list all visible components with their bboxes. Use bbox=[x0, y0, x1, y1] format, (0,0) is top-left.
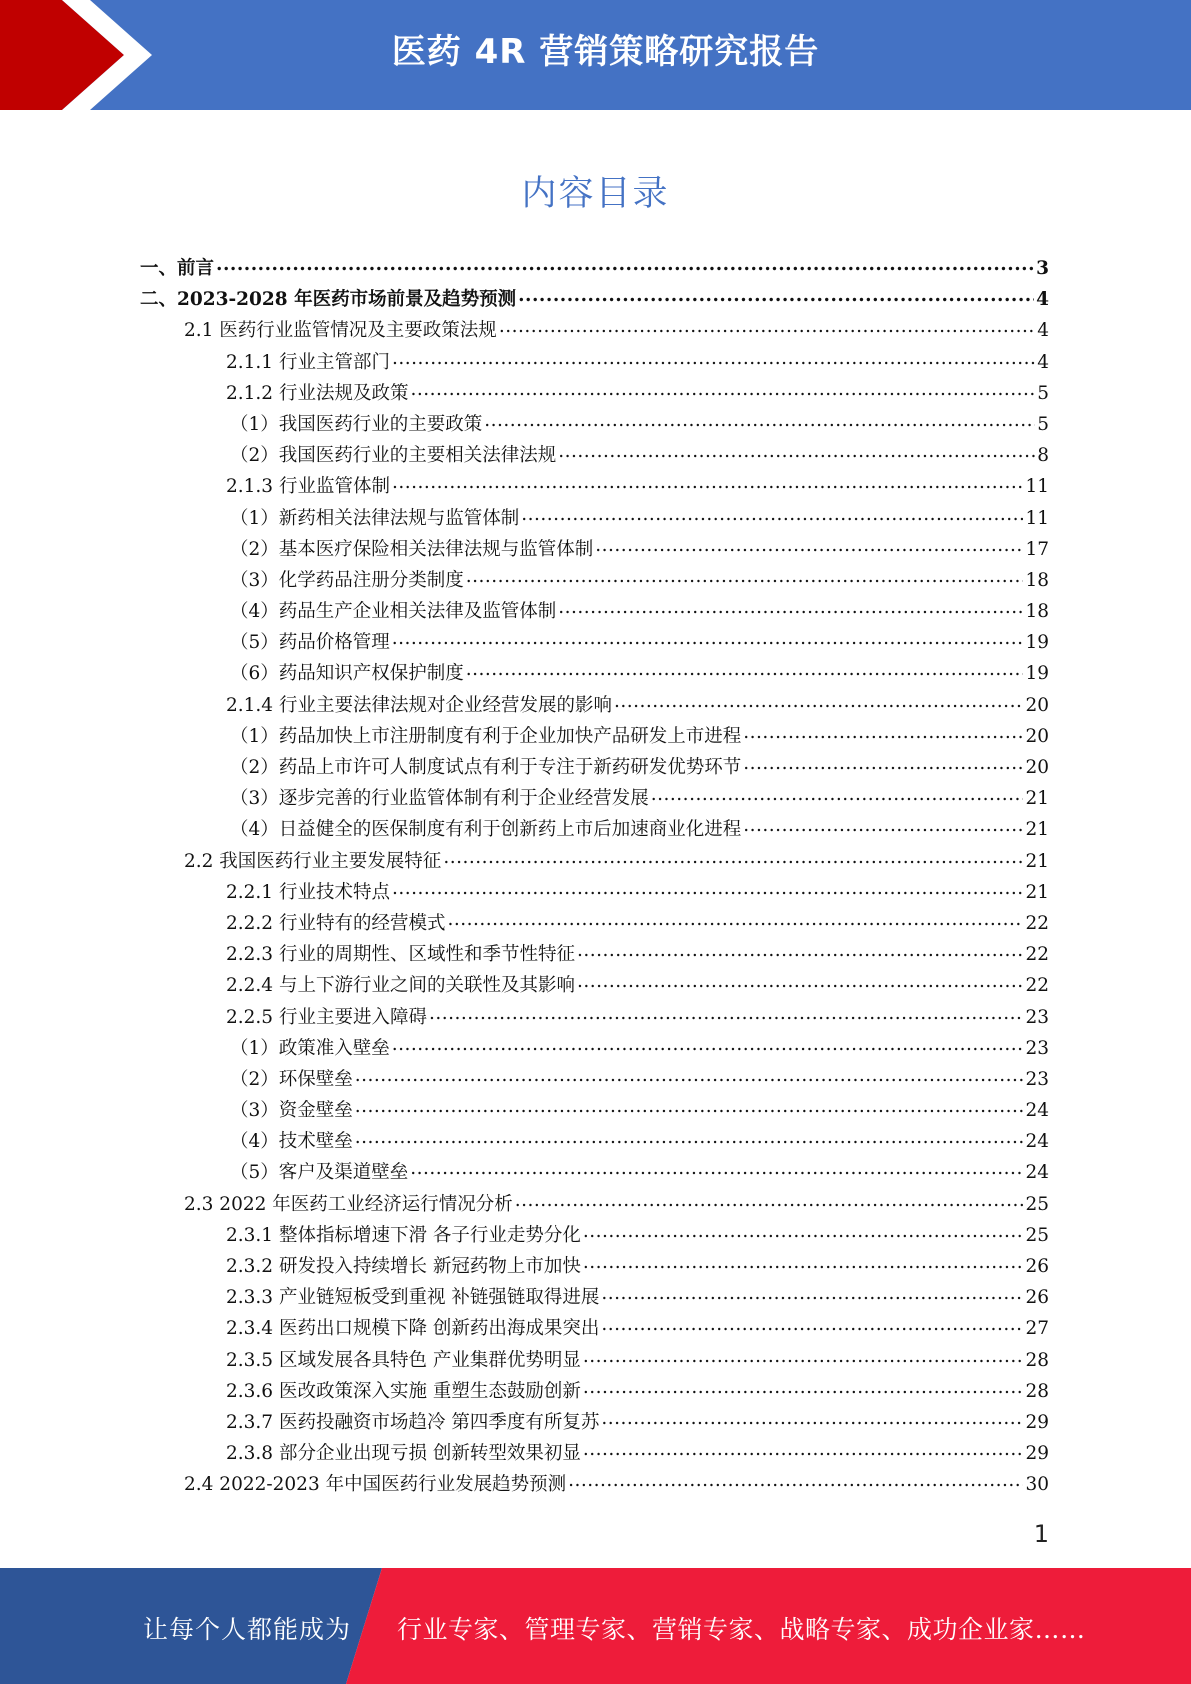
toc-dot-leader bbox=[447, 910, 1023, 929]
toc-entry-title: （5）药品价格管理 bbox=[230, 632, 390, 654]
toc-entry[interactable] bbox=[140, 534, 1049, 565]
toc-entry-title: 二、2023-2028 年医药市场前景及趋势预测 bbox=[140, 289, 517, 311]
toc-entry-title: 2.3.4 医药出口规模下降 创新药出海成果突出 bbox=[226, 1318, 600, 1340]
toc-entry[interactable] bbox=[140, 783, 1049, 814]
toc-entry-page: 8 bbox=[1037, 445, 1049, 467]
toc-entry-page: 21 bbox=[1025, 881, 1049, 903]
toc-entry[interactable] bbox=[140, 471, 1049, 502]
toc-dot-leader bbox=[410, 380, 1035, 399]
toc-entry-page: 28 bbox=[1025, 1349, 1049, 1371]
toc-entry[interactable] bbox=[140, 908, 1049, 939]
toc-entry[interactable] bbox=[140, 721, 1049, 752]
toc-entry-title: 2.3.1 整体指标增速下滑 各子行业走势分化 bbox=[226, 1224, 581, 1246]
toc-entry[interactable] bbox=[140, 596, 1049, 627]
toc-entry[interactable] bbox=[140, 409, 1049, 440]
toc-entry[interactable] bbox=[140, 1407, 1049, 1438]
table-of-contents bbox=[140, 253, 1049, 1501]
toc-dot-leader bbox=[355, 1098, 1024, 1117]
toc-entry[interactable] bbox=[140, 378, 1049, 409]
toc-entry-title: 2.2.2 行业特有的经营模式 bbox=[226, 912, 446, 934]
toc-dot-leader bbox=[518, 287, 1034, 306]
toc-entry-title: （2）我国医药行业的主要相关法律法规 bbox=[230, 445, 557, 467]
toc-entry[interactable] bbox=[140, 1002, 1049, 1033]
toc-dot-leader bbox=[595, 536, 1023, 555]
toc-entry-page: 29 bbox=[1025, 1411, 1049, 1433]
toc-dot-leader bbox=[355, 1066, 1024, 1085]
toc-entry[interactable] bbox=[140, 1033, 1049, 1064]
toc-entry-title: 2.3 2022 年医药工业经济运行情况分析 bbox=[184, 1193, 513, 1215]
toc-entry-title: 2.1.2 行业法规及政策 bbox=[226, 382, 409, 404]
toc-dot-leader bbox=[577, 942, 1023, 961]
toc-entry-page: 28 bbox=[1025, 1380, 1049, 1402]
toc-entry[interactable] bbox=[140, 877, 1049, 908]
toc-entry-page: 22 bbox=[1025, 944, 1049, 966]
toc-entry[interactable] bbox=[140, 939, 1049, 970]
toc-entry-page: 24 bbox=[1025, 1162, 1049, 1184]
toc-entry-page: 24 bbox=[1025, 1131, 1049, 1153]
toc-dot-leader bbox=[499, 318, 1035, 337]
toc-dot-leader bbox=[568, 1472, 1023, 1491]
toc-entry-title: （2）环保壁垒 bbox=[230, 1068, 353, 1090]
toc-entry[interactable] bbox=[140, 1220, 1049, 1251]
toc-entry-title: （1）药品加快上市注册制度有利于企业加快产品研发上市进程 bbox=[230, 725, 742, 747]
toc-entry-title: 2.4 2022-2023 年中国医药行业发展趋势预测 bbox=[184, 1474, 567, 1496]
toc-entry[interactable] bbox=[140, 1251, 1049, 1282]
toc-entry-title: 2.2.1 行业技术特点 bbox=[226, 881, 390, 903]
toc-entry-page: 21 bbox=[1025, 819, 1049, 841]
toc-entry-page: 18 bbox=[1025, 601, 1049, 623]
footer-slogan-left: 让每个人都能成为 bbox=[143, 1615, 352, 1644]
toc-entry-page: 11 bbox=[1025, 507, 1049, 529]
toc-entry[interactable] bbox=[140, 690, 1049, 721]
toc-entry-page: 23 bbox=[1025, 1068, 1049, 1090]
toc-entry-page: 21 bbox=[1025, 788, 1049, 810]
toc-entry-page: 20 bbox=[1025, 694, 1049, 716]
toc-entry[interactable] bbox=[140, 440, 1049, 471]
toc-entry-title: （3）资金壁垒 bbox=[230, 1100, 353, 1122]
toc-entry[interactable] bbox=[140, 565, 1049, 596]
header-banner bbox=[0, 0, 1191, 110]
toc-entry[interactable] bbox=[140, 1064, 1049, 1095]
toc-entry-page: 27 bbox=[1025, 1318, 1049, 1340]
toc-dot-leader bbox=[216, 256, 1034, 275]
toc-dot-leader bbox=[392, 879, 1023, 898]
toc-entry-title: 2.1 医药行业监管情况及主要政策法规 bbox=[184, 320, 497, 342]
toc-dot-leader bbox=[466, 567, 1024, 586]
toc-entry[interactable] bbox=[140, 1469, 1049, 1500]
toc-entry-title: （4）日益健全的医保制度有利于创新药上市后加速商业化进程 bbox=[230, 819, 742, 841]
toc-entry-title: （4）药品生产企业相关法律及监管体制 bbox=[230, 601, 557, 623]
toc-dot-leader bbox=[743, 723, 1023, 742]
toc-entry-page: 17 bbox=[1025, 538, 1049, 560]
toc-entry-page: 11 bbox=[1025, 476, 1049, 498]
footer-slogan-right: 行业专家、管理专家、营销专家、战略专家、成功企业家…… bbox=[397, 1615, 1086, 1644]
footer-banner bbox=[0, 1568, 1191, 1684]
toc-entry-title: （3）化学药品注册分类制度 bbox=[230, 569, 464, 591]
toc-dot-leader bbox=[443, 848, 1023, 867]
toc-dot-leader bbox=[601, 1285, 1023, 1304]
toc-entry-page: 5 bbox=[1037, 413, 1049, 435]
toc-entry[interactable] bbox=[140, 970, 1049, 1001]
toc-entry-title: 2.3.8 部分企业出现亏损 创新转型效果初显 bbox=[226, 1443, 581, 1465]
toc-entry-page: 23 bbox=[1025, 1037, 1049, 1059]
toc-dot-leader bbox=[577, 973, 1023, 992]
toc-entry[interactable] bbox=[140, 1313, 1049, 1344]
toc-entry-page: 22 bbox=[1025, 912, 1049, 934]
toc-dot-leader bbox=[583, 1441, 1024, 1460]
report-title: 医药 4R 营销策略研究报告 bbox=[391, 32, 820, 72]
toc-entry-title: 2.1.4 行业主要法律法规对企业经营发展的影响 bbox=[226, 694, 612, 716]
toc-entry-page: 24 bbox=[1025, 1100, 1049, 1122]
toc-entry-title: 2.3.2 研发投入持续增长 新冠药物上市加快 bbox=[226, 1256, 581, 1277]
toc-entry-title: 2.2.5 行业主要进入障碍 bbox=[226, 1006, 427, 1028]
toc-entry-page: 4 bbox=[1037, 320, 1049, 342]
toc-entry-title: 2.3.3 产业链短板受到重视 补链强链取得进展 bbox=[226, 1287, 600, 1309]
toc-dot-leader bbox=[429, 1004, 1023, 1023]
toc-entry-title: （1）政策准入壁垒 bbox=[230, 1037, 390, 1059]
toc-dot-leader bbox=[614, 692, 1023, 711]
toc-entry[interactable] bbox=[140, 752, 1049, 783]
toc-entry[interactable] bbox=[140, 1438, 1049, 1469]
toc-dot-leader bbox=[601, 1316, 1023, 1335]
toc-entry[interactable] bbox=[140, 1157, 1049, 1188]
toc-entry-title: 2.3.7 医药投融资市场趋冷 第四季度有所复苏 bbox=[226, 1411, 600, 1433]
toc-dot-leader bbox=[558, 443, 1035, 462]
toc-entry[interactable] bbox=[140, 1095, 1049, 1126]
toc-entry-title: （2）基本医疗保险相关法律法规与监管体制 bbox=[230, 538, 594, 560]
toc-entry-page: 23 bbox=[1025, 1006, 1049, 1028]
toc-dot-leader bbox=[601, 1409, 1023, 1428]
toc-entry-title: （1）我国医药行业的主要政策 bbox=[230, 413, 483, 435]
toc-entry-title: （2）药品上市许可人制度试点有利于专注于新药研发优势环节 bbox=[230, 757, 742, 778]
toc-entry-page: 30 bbox=[1025, 1474, 1049, 1496]
toc-entry[interactable] bbox=[140, 1345, 1049, 1376]
toc-entry-title: 2.2 我国医药行业主要发展特征 bbox=[184, 850, 442, 872]
toc-entry-title: （1）新药相关法律法规与监管体制 bbox=[230, 507, 520, 529]
toc-dot-leader bbox=[558, 599, 1023, 618]
toc-entry[interactable] bbox=[140, 846, 1049, 877]
toc-entry-title: （6）药品知识产权保护制度 bbox=[230, 663, 464, 685]
toc-entry-page: 3 bbox=[1036, 258, 1049, 279]
toc-entry-page: 20 bbox=[1025, 757, 1049, 778]
toc-entry-title: （5）客户及渠道壁垒 bbox=[230, 1162, 409, 1184]
toc-entry-title: 2.2.3 行业的周期性、区域性和季节性特征 bbox=[226, 944, 575, 966]
toc-entry[interactable] bbox=[140, 1282, 1049, 1313]
toc-dot-leader bbox=[583, 1254, 1024, 1273]
toc-entry-page: 26 bbox=[1025, 1256, 1049, 1277]
toc-entry-page: 20 bbox=[1025, 725, 1049, 747]
toc-entry[interactable] bbox=[140, 315, 1049, 346]
toc-entry[interactable] bbox=[140, 347, 1049, 378]
toc-entry[interactable] bbox=[140, 658, 1049, 689]
page-number: 1 bbox=[1033, 1520, 1049, 1548]
toc-dot-leader bbox=[355, 1129, 1024, 1148]
toc-entry[interactable] bbox=[140, 1126, 1049, 1157]
toc-dot-leader bbox=[392, 474, 1023, 493]
toc-dot-leader bbox=[392, 630, 1024, 649]
toc-dot-leader bbox=[515, 1191, 1024, 1210]
toc-entry-page: 19 bbox=[1025, 663, 1049, 685]
toc-entry-page: 4 bbox=[1036, 289, 1049, 311]
toc-dot-leader bbox=[392, 349, 1035, 368]
toc-dot-leader bbox=[583, 1222, 1024, 1241]
toc-dot-leader bbox=[466, 661, 1024, 680]
toc-dot-leader bbox=[743, 755, 1023, 774]
toc-entry-page: 21 bbox=[1025, 850, 1049, 872]
toc-entry-title: 2.1.1 行业主管部门 bbox=[226, 351, 390, 373]
toc-entry[interactable] bbox=[140, 814, 1049, 845]
toc-entry[interactable] bbox=[140, 253, 1049, 284]
toc-dot-leader bbox=[743, 817, 1023, 836]
toc-dot-leader bbox=[410, 1160, 1023, 1179]
toc-entry-page: 5 bbox=[1037, 382, 1049, 404]
toc-entry-title: 2.2.4 与上下游行业之间的关联性及其影响 bbox=[226, 975, 575, 997]
toc-entry-title: 2.3.5 区域发展各具特色 产业集群优势明显 bbox=[226, 1349, 581, 1371]
toc-entry-page: 4 bbox=[1037, 351, 1049, 373]
toc-entry-page: 22 bbox=[1025, 975, 1049, 997]
toc-entry-page: 18 bbox=[1025, 569, 1049, 591]
toc-entry-title: 2.3.6 医改政策深入实施 重塑生态鼓励创新 bbox=[226, 1380, 581, 1402]
toc-entry-title: （4）技术壁垒 bbox=[230, 1131, 353, 1153]
toc-entry-page: 19 bbox=[1025, 632, 1049, 654]
toc-entry[interactable] bbox=[140, 1189, 1049, 1220]
toc-entry-page: 25 bbox=[1025, 1193, 1049, 1215]
toc-entry-page: 29 bbox=[1025, 1443, 1049, 1465]
toc-entry-title: （3）逐步完善的行业监管体制有利于企业经营发展 bbox=[230, 788, 649, 810]
toc-dot-leader bbox=[651, 786, 1024, 805]
toc-entry-page: 25 bbox=[1025, 1224, 1049, 1246]
toc-heading: 内容目录 bbox=[521, 174, 670, 214]
toc-dot-leader bbox=[521, 505, 1023, 524]
toc-entry[interactable] bbox=[140, 284, 1049, 315]
toc-entry[interactable] bbox=[140, 1376, 1049, 1407]
toc-dot-leader bbox=[484, 411, 1035, 430]
toc-dot-leader bbox=[392, 1035, 1024, 1054]
toc-entry-page: 26 bbox=[1025, 1287, 1049, 1309]
toc-entry-title: 2.1.3 行业监管体制 bbox=[226, 476, 390, 498]
toc-dot-leader bbox=[583, 1378, 1024, 1397]
toc-entry-title: 一、前言 bbox=[140, 258, 215, 279]
toc-entry[interactable] bbox=[140, 627, 1049, 658]
toc-entry[interactable] bbox=[140, 503, 1049, 534]
toc-dot-leader bbox=[583, 1347, 1024, 1366]
